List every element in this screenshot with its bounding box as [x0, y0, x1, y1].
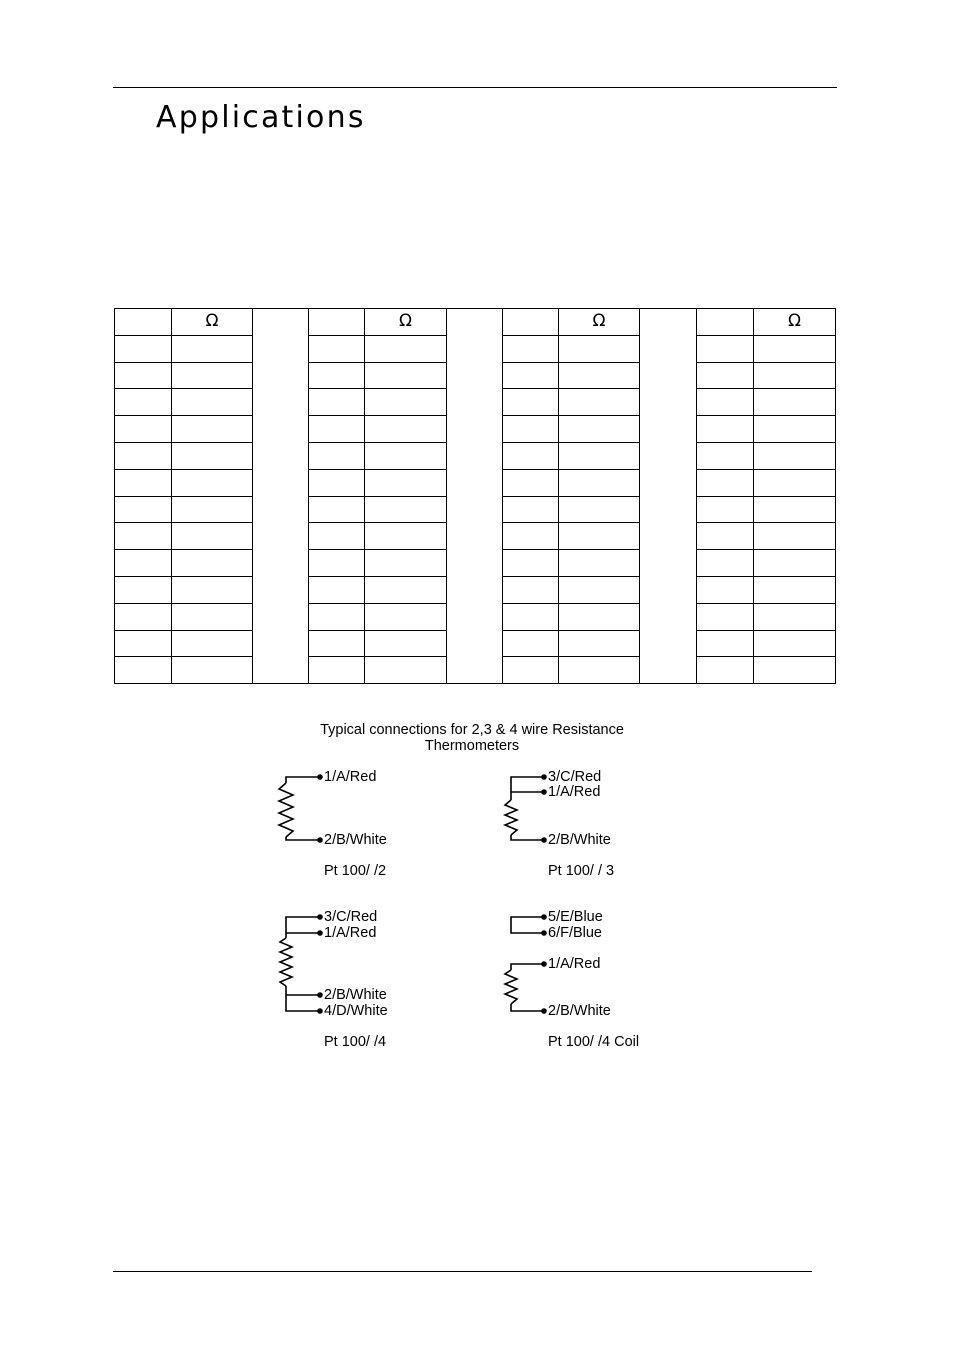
temperature-cell	[309, 416, 365, 443]
temperature-cell	[309, 523, 365, 550]
resistance-cell	[754, 362, 836, 389]
resistance-cell	[754, 603, 836, 630]
terminal-label: 2/B/White	[324, 987, 387, 1003]
temperature-cell	[697, 309, 754, 336]
resistance-cell	[172, 442, 253, 469]
temperature-cell	[309, 550, 365, 577]
group-spacer	[253, 309, 309, 684]
temperature-cell	[503, 496, 559, 523]
temperature-cell	[503, 442, 559, 469]
terminal-dot	[541, 1008, 547, 1014]
resistance-cell	[172, 576, 253, 603]
terminal-dot	[317, 914, 323, 920]
resistance-cell	[559, 335, 640, 362]
resistance-cell	[559, 416, 640, 443]
ohm-header-cell: Ω	[559, 309, 640, 336]
resistance-cell	[365, 603, 447, 630]
temperature-cell	[309, 469, 365, 496]
temperature-cell	[503, 362, 559, 389]
page-title: Applications	[156, 100, 366, 135]
temperature-cell	[309, 362, 365, 389]
temperature-cell	[697, 576, 754, 603]
group-spacer	[447, 309, 503, 684]
temperature-cell	[697, 416, 754, 443]
terminal-label: 1/A/Red	[548, 784, 601, 800]
temperature-cell	[503, 523, 559, 550]
temperature-cell	[697, 362, 754, 389]
resistance-cell	[172, 335, 253, 362]
resistance-cell	[754, 442, 836, 469]
resistance-cell	[559, 362, 640, 389]
resistance-cell	[172, 496, 253, 523]
temperature-cell	[697, 389, 754, 416]
resistance-cell	[172, 389, 253, 416]
resistance-cell	[754, 335, 836, 362]
temperature-cell	[503, 657, 559, 684]
temperature-cell	[697, 603, 754, 630]
temperature-cell	[697, 550, 754, 577]
resistance-table	[114, 308, 836, 684]
terminal-label: 3/C/Red	[548, 769, 602, 785]
resistance-cell	[559, 550, 640, 577]
temperature-cell	[115, 603, 172, 630]
resistance-cell	[365, 442, 447, 469]
resistance-cell	[365, 550, 447, 577]
terminal-dot	[541, 914, 547, 920]
resistance-cell	[754, 576, 836, 603]
resistance-cell	[365, 362, 447, 389]
temperature-cell	[115, 496, 172, 523]
temperature-cell	[115, 442, 172, 469]
resistance-cell	[754, 389, 836, 416]
temperature-cell	[503, 469, 559, 496]
terminal-label: 2/B/White	[324, 832, 387, 848]
temperature-cell	[309, 630, 365, 657]
resistance-cell	[754, 469, 836, 496]
resistance-cell	[172, 657, 253, 684]
temperature-cell	[503, 309, 559, 336]
temperature-cell	[115, 657, 172, 684]
four-wire-coil-label: Pt 100/ /4 Coil	[548, 1034, 640, 1050]
resistance-cell	[559, 442, 640, 469]
terminal-dot	[541, 961, 547, 967]
footer-rule	[113, 1271, 812, 1272]
terminal-label: 3/C/Red	[324, 909, 378, 925]
resistance-cell	[559, 469, 640, 496]
temperature-cell	[503, 416, 559, 443]
two-wire-label: Pt 100/ /2	[324, 863, 387, 879]
resistance-cell	[559, 576, 640, 603]
resistance-cell	[559, 389, 640, 416]
four-wire-label: Pt 100/ /4	[324, 1034, 387, 1050]
temperature-cell	[115, 416, 172, 443]
terminal-dot	[317, 992, 323, 998]
resistance-cell	[172, 550, 253, 577]
ohm-header-cell: Ω	[754, 309, 836, 336]
terminal-dot	[541, 774, 547, 780]
resistance-cell	[559, 496, 640, 523]
terminal-label: 2/B/White	[548, 832, 611, 848]
diagram-caption-line2: Thermometers	[424, 738, 520, 754]
terminal-dot	[317, 930, 323, 936]
terminal-label: 1/A/Red	[548, 956, 601, 972]
temperature-cell	[697, 442, 754, 469]
temperature-cell	[309, 309, 365, 336]
diagram-caption-line1: Typical connections for 2,3 & 4 wire Resistance	[320, 722, 624, 738]
temperature-cell	[503, 576, 559, 603]
resistance-cell	[559, 657, 640, 684]
terminal-label: 2/B/White	[548, 1003, 611, 1019]
resistance-cell	[559, 603, 640, 630]
temperature-cell	[503, 603, 559, 630]
terminal-label: 5/E/Blue	[548, 909, 603, 925]
header-rule	[113, 87, 837, 88]
resistance-cell	[172, 469, 253, 496]
terminal-dot	[541, 789, 547, 795]
resistance-cell	[754, 416, 836, 443]
resistance-cell	[365, 630, 447, 657]
resistance-cell	[754, 550, 836, 577]
resistance-cell	[172, 416, 253, 443]
resistance-cell	[365, 469, 447, 496]
terminal-dot	[317, 774, 323, 780]
resistance-cell	[754, 523, 836, 550]
temperature-cell	[697, 523, 754, 550]
temperature-cell	[503, 550, 559, 577]
temperature-cell	[309, 442, 365, 469]
resistance-cell	[365, 496, 447, 523]
temperature-cell	[309, 389, 365, 416]
temperature-cell	[115, 335, 172, 362]
terminal-label: 6/F/Blue	[548, 925, 602, 941]
temperature-cell	[697, 469, 754, 496]
temperature-cell	[115, 469, 172, 496]
terminal-dot	[541, 930, 547, 936]
temperature-cell	[115, 550, 172, 577]
temperature-cell	[115, 630, 172, 657]
temperature-cell	[115, 576, 172, 603]
temperature-cell	[309, 496, 365, 523]
resistance-cell	[365, 389, 447, 416]
temperature-cell	[115, 362, 172, 389]
resistance-cell	[365, 576, 447, 603]
resistance-cell	[365, 657, 447, 684]
resistance-cell	[559, 523, 640, 550]
resistance-cell	[754, 496, 836, 523]
ohm-header-cell: Ω	[365, 309, 447, 336]
rtd-connection-diagram	[262, 720, 682, 1060]
temperature-cell	[309, 335, 365, 362]
resistance-cell	[172, 630, 253, 657]
temperature-cell	[697, 657, 754, 684]
temperature-cell	[503, 335, 559, 362]
terminal-dot	[317, 1008, 323, 1014]
terminal-dot	[317, 837, 323, 843]
temperature-cell	[503, 630, 559, 657]
temperature-cell	[503, 389, 559, 416]
temperature-cell	[115, 523, 172, 550]
terminal-label: 1/A/Red	[324, 769, 377, 785]
temperature-cell	[309, 603, 365, 630]
resistance-cell	[172, 523, 253, 550]
resistance-cell	[172, 603, 253, 630]
temperature-cell	[697, 335, 754, 362]
terminal-label: 4/D/White	[324, 1003, 388, 1019]
resistance-cell	[754, 630, 836, 657]
temperature-cell	[309, 576, 365, 603]
resistance-cell	[754, 657, 836, 684]
temperature-cell	[697, 496, 754, 523]
ohm-header-cell: Ω	[172, 309, 253, 336]
resistance-cell	[365, 523, 447, 550]
resistance-cell	[365, 416, 447, 443]
temperature-cell	[309, 657, 365, 684]
resistance-cell	[172, 362, 253, 389]
resistance-cell	[559, 630, 640, 657]
temperature-cell	[115, 309, 172, 336]
table-header-row	[115, 309, 836, 336]
terminal-label: 1/A/Red	[324, 925, 377, 941]
resistance-cell	[365, 335, 447, 362]
terminal-dot	[541, 837, 547, 843]
group-spacer	[640, 309, 697, 684]
temperature-cell	[115, 389, 172, 416]
three-wire-label: Pt 100/ / 3	[548, 863, 615, 879]
temperature-cell	[697, 630, 754, 657]
